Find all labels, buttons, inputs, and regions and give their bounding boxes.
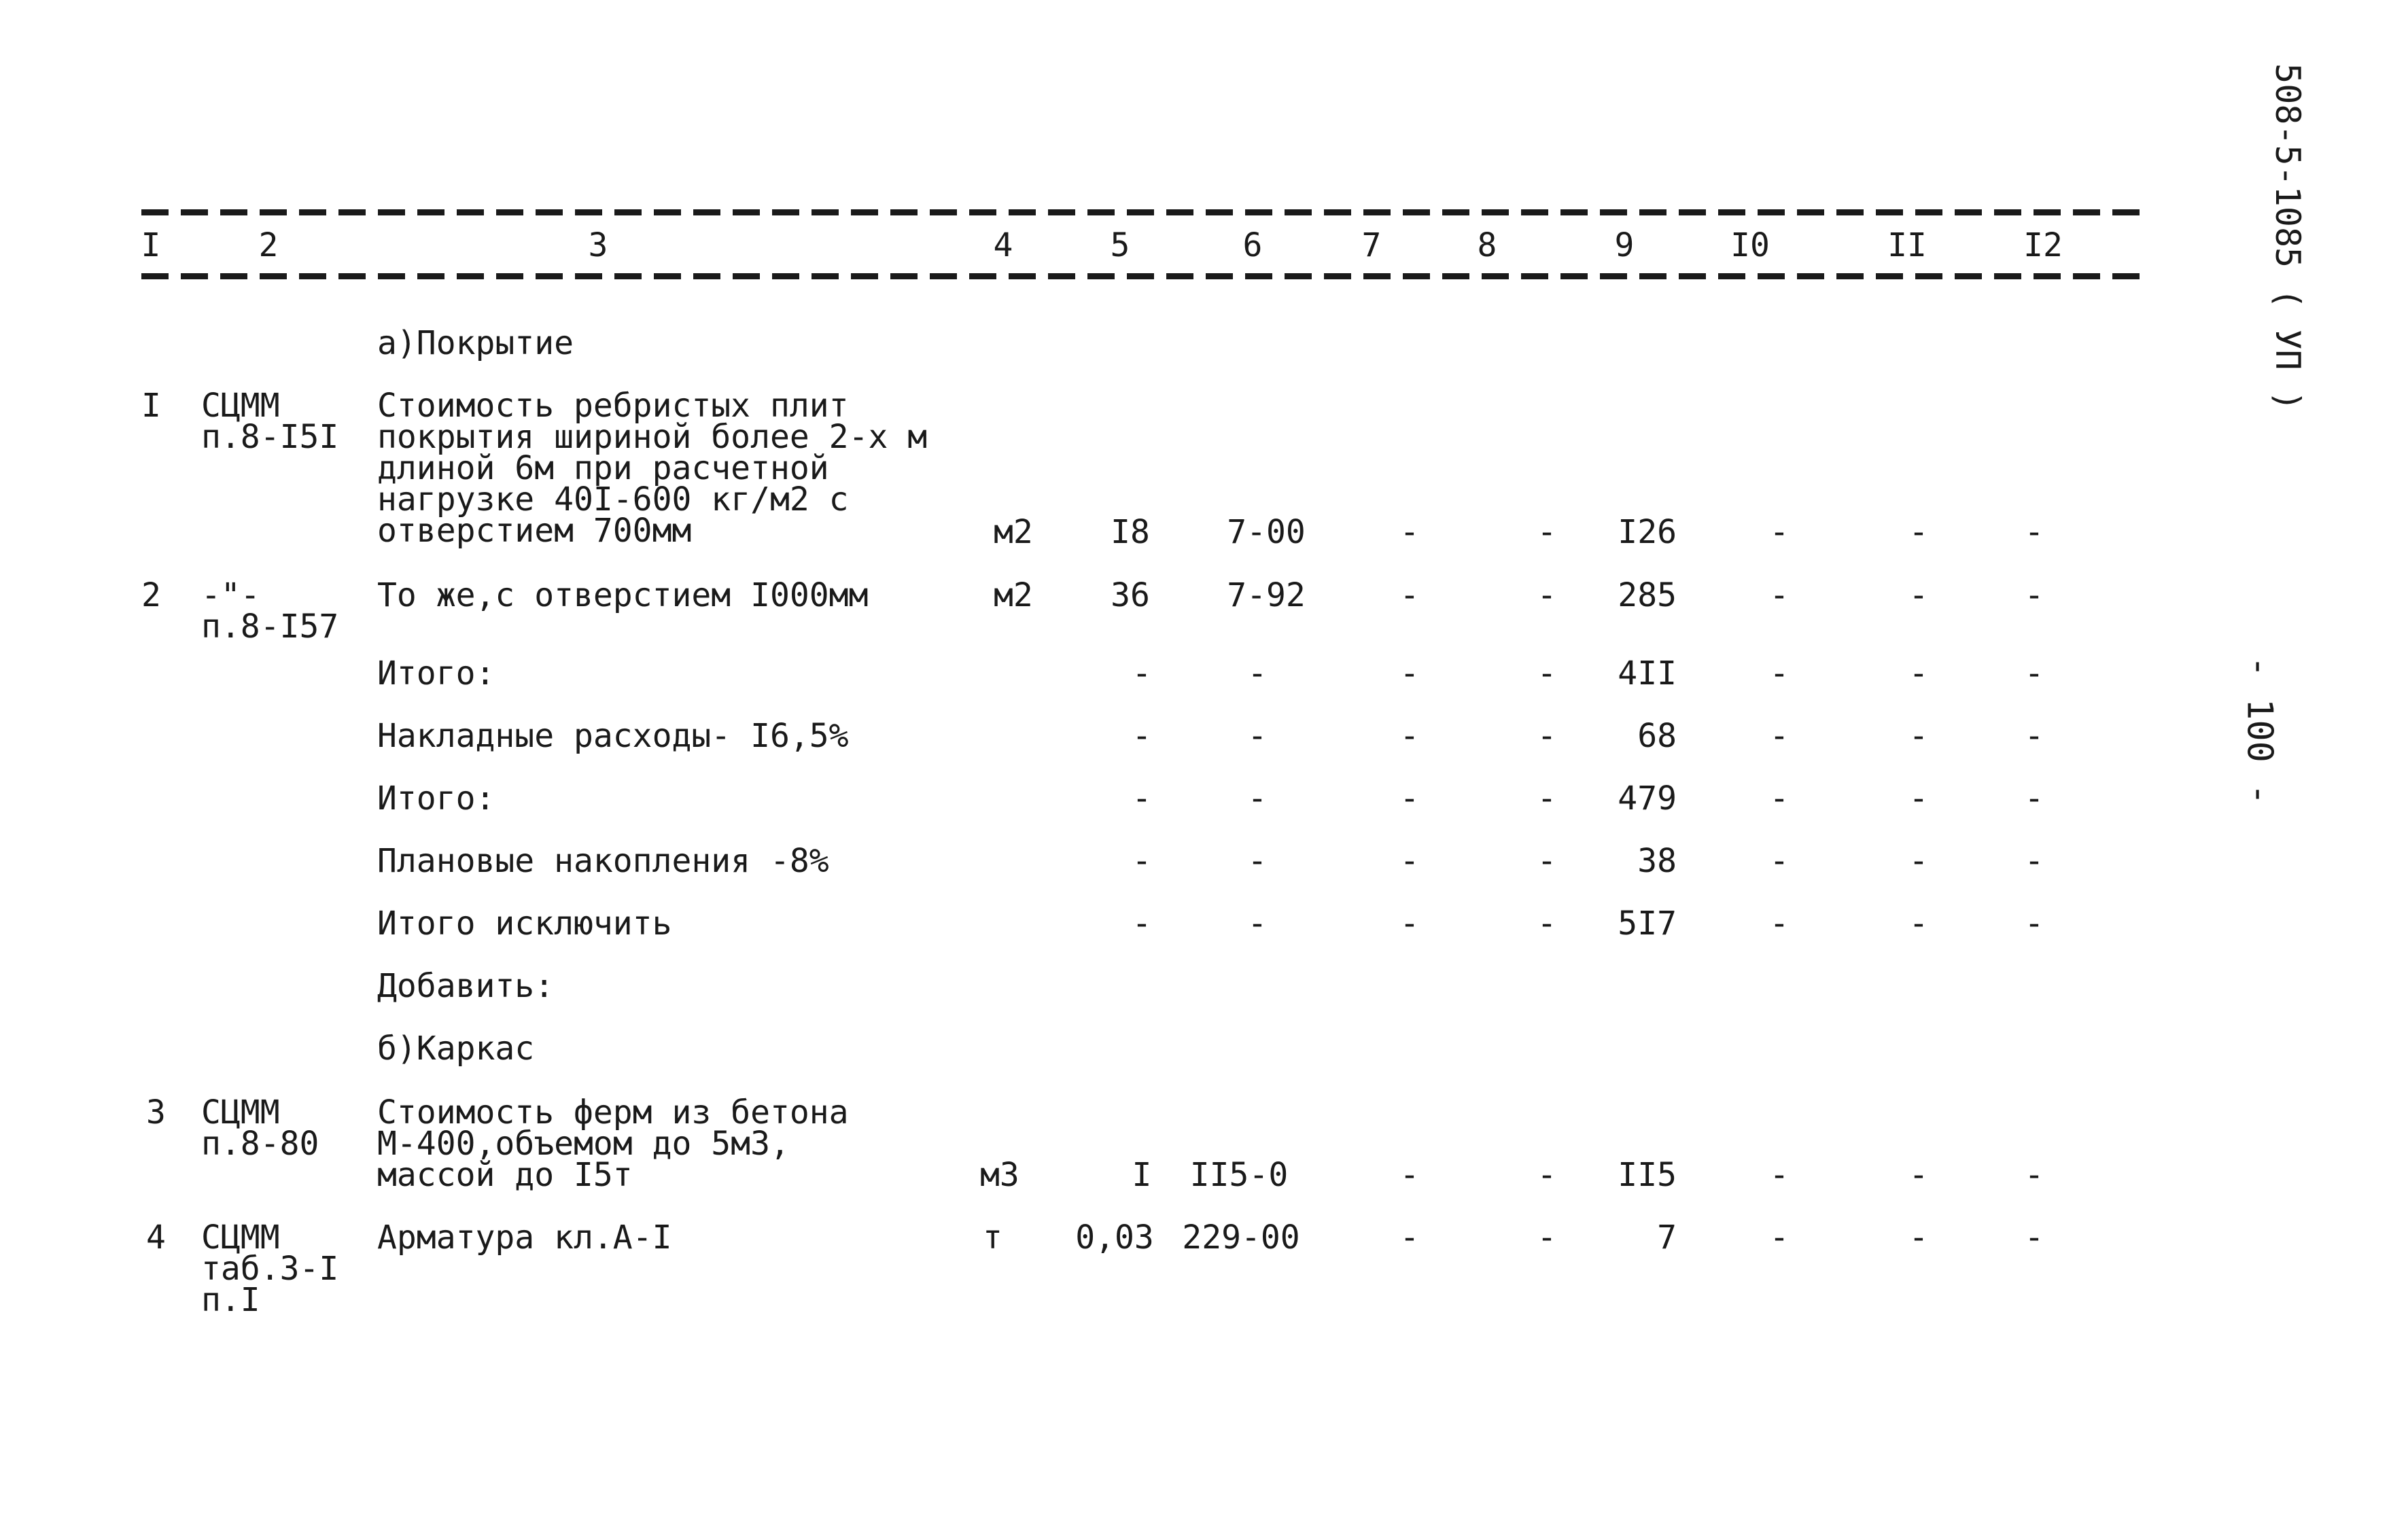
row-unit: м3 xyxy=(980,1156,1019,1194)
header-top-rule xyxy=(141,209,2145,215)
row-col9: II5 xyxy=(1618,1156,1677,1194)
summary-col5: - xyxy=(1132,905,1152,943)
summary-col6: - xyxy=(1247,654,1268,693)
summary-col10: - xyxy=(1769,842,1790,880)
col-header-9: 9 xyxy=(1614,226,1635,264)
col-header-7: 7 xyxy=(1361,226,1382,264)
row-col9: 7 xyxy=(1657,1219,1677,1257)
summary-col11: - xyxy=(1908,654,1929,693)
row-col10: - xyxy=(1769,1156,1790,1194)
summary-col5: - xyxy=(1132,654,1152,693)
row-description: Стоимость ферм из бетона М-400,объемом до 5м3, массой до I5т xyxy=(377,1093,849,1194)
row-col12: - xyxy=(2024,1156,2044,1194)
summary-label: Итого исключить xyxy=(377,905,672,943)
row-price: 7-92 xyxy=(1227,576,1306,614)
summary-col7: - xyxy=(1399,779,1420,818)
summary-col7: - xyxy=(1399,905,1420,943)
row-col7: - xyxy=(1399,1156,1420,1194)
row-unit: т xyxy=(983,1219,1002,1257)
row-col7: - xyxy=(1399,576,1420,614)
row-unit: м2 xyxy=(994,576,1033,614)
summary-col8: - xyxy=(1537,842,1557,880)
summary-col8: - xyxy=(1537,717,1557,755)
section-title-a: а)Покрытие xyxy=(377,324,574,362)
row-description: То же,с отверстием I000мм xyxy=(377,576,869,614)
row-col10: - xyxy=(1769,576,1790,614)
col-header-11: II xyxy=(1887,226,1927,264)
summary-col10: - xyxy=(1769,779,1790,818)
row-col10: - xyxy=(1769,1219,1790,1257)
row-number: 2 xyxy=(141,576,161,614)
summary-col12: - xyxy=(2024,717,2044,755)
summary-col11: - xyxy=(1908,717,1929,755)
summary-col6: - xyxy=(1247,842,1268,880)
section-title-b: б)Каркас xyxy=(377,1030,535,1068)
row-col11: - xyxy=(1908,1219,1929,1257)
summary-col9: 479 xyxy=(1618,779,1677,818)
summary-label: Итого: xyxy=(377,654,495,693)
row-col12: - xyxy=(2024,1219,2044,1257)
summary-col7: - xyxy=(1399,717,1420,755)
row-col10: - xyxy=(1769,513,1790,551)
col-header-1: I xyxy=(141,226,161,264)
col-header-12: I2 xyxy=(2023,226,2063,264)
col-header-3: 3 xyxy=(588,226,608,264)
row-number: I xyxy=(141,387,161,425)
row-quantity: 36 xyxy=(1111,576,1150,614)
summary-col9: 38 xyxy=(1637,842,1677,880)
row-quantity: 0,03 xyxy=(1075,1219,1154,1257)
row-col8: - xyxy=(1537,1156,1557,1194)
row-quantity: I8 xyxy=(1111,513,1150,551)
summary-col6: - xyxy=(1247,779,1268,818)
summary-col12: - xyxy=(2024,779,2044,818)
summary-col12: - xyxy=(2024,654,2044,693)
summary-col7: - xyxy=(1399,842,1420,880)
col-header-5: 5 xyxy=(1110,226,1130,264)
row-description: Стоимость ребристых плит покрытия шириной более 2-х м длиной 6м при расчетной нагрузке 40I-600 кг/м2 с отверстием 700мм xyxy=(377,387,928,550)
summary-col5: - xyxy=(1132,779,1152,818)
header-bottom-rule xyxy=(141,273,2145,279)
row-reference: СЦММ п.8-I5I xyxy=(201,387,339,456)
summary-col7: - xyxy=(1399,654,1420,693)
row-col12: - xyxy=(2024,513,2044,551)
page-number: - 100 - xyxy=(2239,656,2280,805)
side-stamp: 508-5-1085 ( УП ) xyxy=(2267,63,2307,411)
summary-col11: - xyxy=(1908,905,1929,943)
row-col8: - xyxy=(1537,513,1557,551)
col-header-2: 2 xyxy=(258,226,279,264)
summary-col8: - xyxy=(1537,905,1557,943)
summary-col10: - xyxy=(1769,905,1790,943)
summary-col11: - xyxy=(1908,842,1929,880)
summary-col10: - xyxy=(1769,717,1790,755)
row-reference: -"- п.8-I57 xyxy=(201,576,339,646)
row-number: 4 xyxy=(146,1219,166,1257)
summary-col9: 68 xyxy=(1637,717,1677,755)
summary-col5: - xyxy=(1132,717,1152,755)
summary-col8: - xyxy=(1537,779,1557,818)
summary-label: Накладные расходы- I6,5% xyxy=(377,717,849,755)
row-col9: I26 xyxy=(1618,513,1677,551)
col-header-6: 6 xyxy=(1242,226,1263,264)
row-col12: - xyxy=(2024,576,2044,614)
row-reference: СЦММ п.8-80 xyxy=(201,1093,319,1163)
row-col11: - xyxy=(1908,1156,1929,1194)
summary-label: Итого: xyxy=(377,779,495,818)
col-header-8: 8 xyxy=(1477,226,1497,264)
row-col8: - xyxy=(1537,1219,1557,1257)
row-col9: 285 xyxy=(1618,576,1677,614)
summary-col10: - xyxy=(1769,654,1790,693)
row-quantity: I xyxy=(1132,1156,1152,1194)
row-number: 3 xyxy=(146,1093,166,1132)
summary-col12: - xyxy=(2024,842,2044,880)
summary-col11: - xyxy=(1908,779,1929,818)
row-price: 229-00 xyxy=(1182,1219,1300,1257)
row-price: 7-00 xyxy=(1227,513,1306,551)
summary-col6: - xyxy=(1247,717,1268,755)
col-header-10: I0 xyxy=(1730,226,1770,264)
row-price: II5-0 xyxy=(1189,1156,1289,1194)
summary-col8: - xyxy=(1537,654,1557,693)
add-label: Добавить: xyxy=(377,967,555,1005)
summary-col12: - xyxy=(2024,905,2044,943)
row-description: Арматура кл.А-I xyxy=(377,1219,672,1257)
summary-label: Плановые накопления -8% xyxy=(377,842,829,880)
row-col8: - xyxy=(1537,576,1557,614)
row-col7: - xyxy=(1399,513,1420,551)
col-header-4: 4 xyxy=(993,226,1013,264)
row-col11: - xyxy=(1908,513,1929,551)
row-reference: СЦММ таб.3-I п.I xyxy=(201,1219,339,1319)
row-unit: м2 xyxy=(994,513,1033,551)
row-col11: - xyxy=(1908,576,1929,614)
row-col7: - xyxy=(1399,1219,1420,1257)
summary-col9: 5I7 xyxy=(1618,905,1677,943)
summary-col9: 4II xyxy=(1618,654,1677,693)
summary-col6: - xyxy=(1247,905,1268,943)
summary-col5: - xyxy=(1132,842,1152,880)
